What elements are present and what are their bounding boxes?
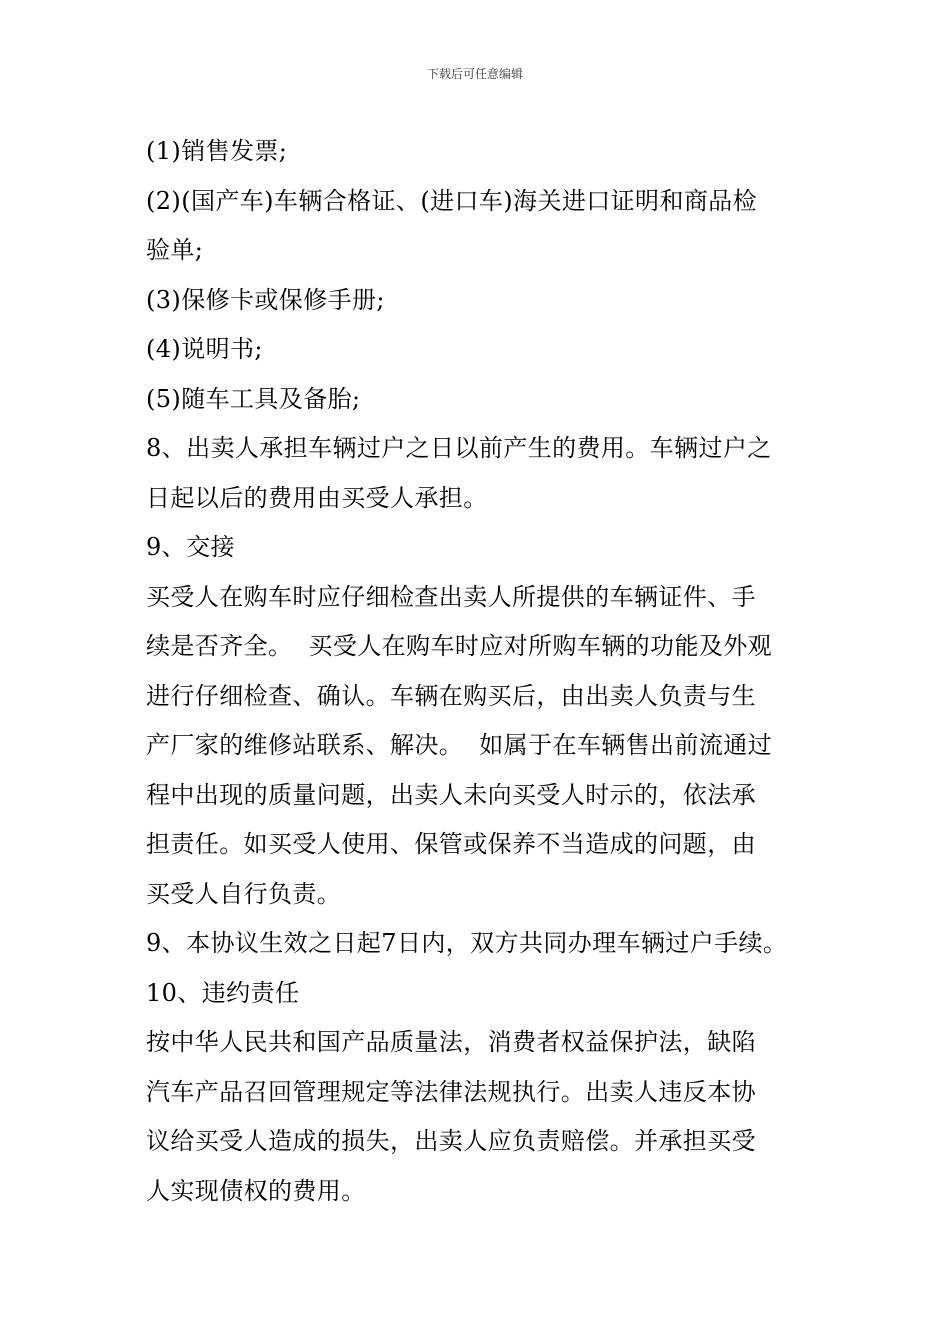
text-line: 按中华人民共和国产品质量法，消费者权益保护法，缺陷 [146, 1028, 756, 1056]
text-line: (5)随车工具及备胎; [146, 384, 361, 413]
text-line: 日起以后的费用由买受人承担。 [146, 483, 488, 512]
text-line: 进行仔细检查、确认。车辆在购买后，由出卖人负责与生 [146, 681, 756, 710]
text-line: 人实现债权的费用。 [146, 1176, 366, 1205]
section-heading: 9、交接 [146, 533, 235, 561]
text-line: 买受人自行负责。 [146, 879, 342, 908]
text-line: 9、本协议生效之日起7日内，双方共同办理车辆过户手续。 [146, 929, 788, 957]
text-line: (4)说明书; [146, 335, 263, 363]
text-line: 程中出现的质量问题，出卖人未向买受人时示的，依法承 [146, 780, 756, 809]
text-line: 担责任。如买受人使用、保管或保养不当造成的问题，由 [146, 830, 756, 858]
text-line: (1)销售发票; [146, 137, 288, 165]
text-line: 8、出卖人承担车辆过户之日以前产生的费用。车辆过户之 [146, 434, 772, 462]
document-body [146, 131, 836, 1220]
text-line: 产厂家的维修站联系、解决。 如属于在车辆售出前流通过 [146, 731, 773, 759]
text-line: 验单; [146, 236, 204, 264]
page-header: 下载后可任意编辑 [426, 67, 523, 81]
text-line: 买受人在购车时应仔细检查出卖人所提供的车辆证件、手 [146, 582, 756, 611]
text-line: 议给买受人造成的损失，出卖人应负责赔偿。并承担买受 [146, 1127, 756, 1155]
text-line: 汽车产品召回管理规定等法律法规执行。出卖人违反本协 [146, 1077, 756, 1106]
section-heading: 10、违约责任 [146, 978, 300, 1007]
text-line: (3)保修卡或保修手册; [146, 285, 385, 314]
text-line: 续是否齐全。 买受人在购车时应对所购车辆的功能及外观 [146, 632, 773, 660]
text-line: (2)(国产车)车辆合格证、(进口车)海关进口证明和商品检 [146, 186, 758, 215]
